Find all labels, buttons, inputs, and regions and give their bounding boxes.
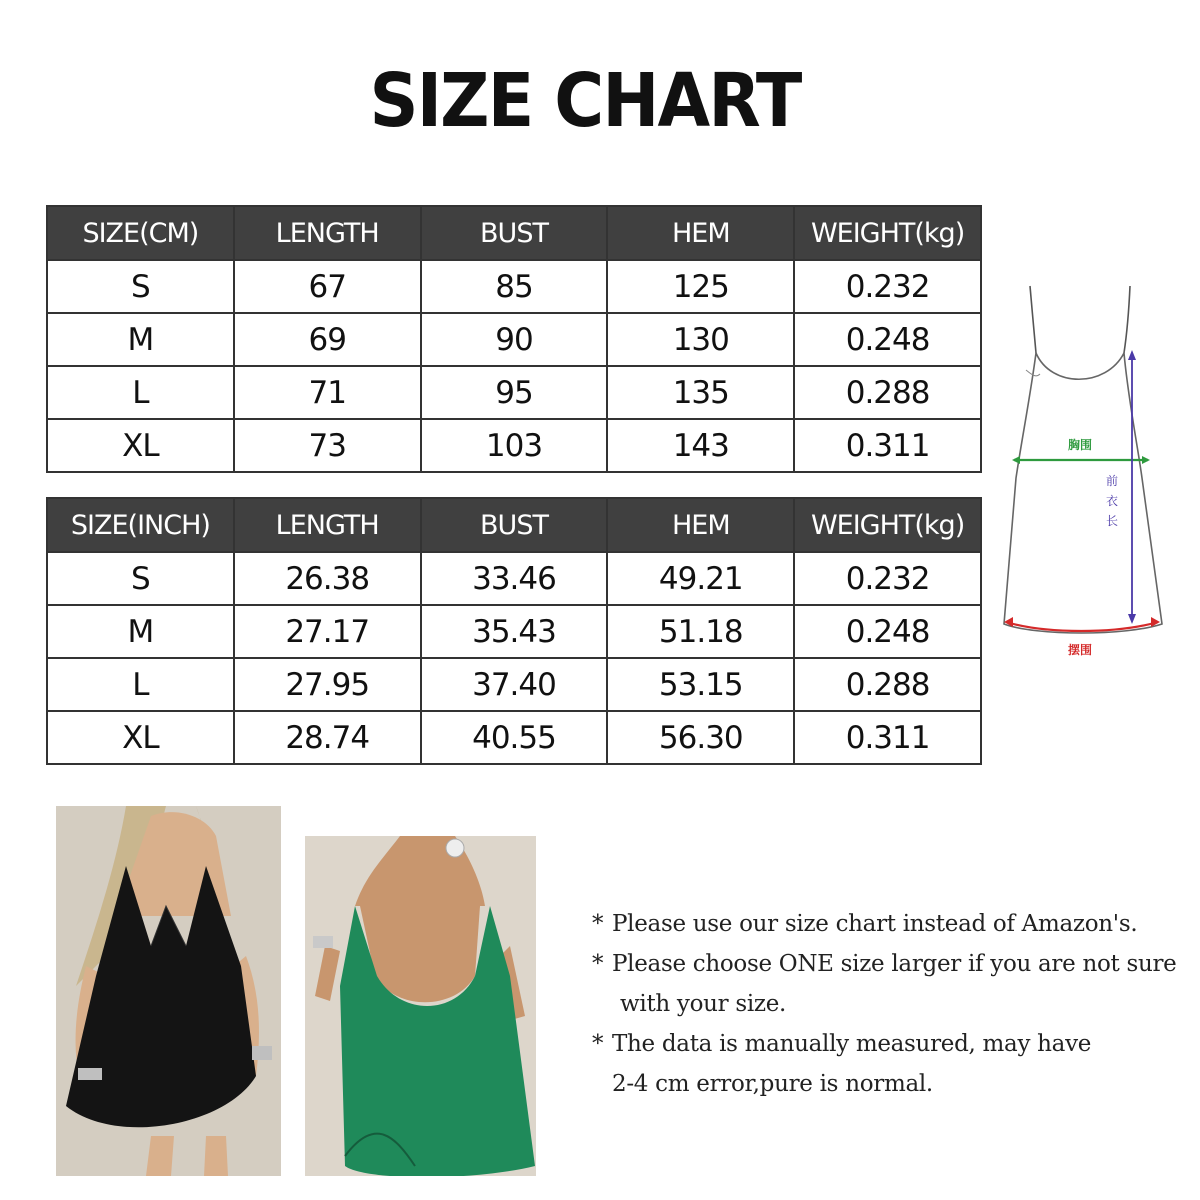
table-header-row bbox=[47, 206, 981, 260]
bust-arrowhead-right bbox=[1142, 456, 1150, 464]
length-label-1: 前 bbox=[1105, 474, 1119, 488]
table-row bbox=[47, 552, 981, 605]
size-table-inch bbox=[46, 497, 982, 765]
table-row bbox=[47, 711, 981, 764]
measurement-cell: 49.21 bbox=[607, 552, 794, 605]
measurement-cell: 37.40 bbox=[421, 658, 608, 711]
measurement-cell: 51.18 bbox=[607, 605, 794, 658]
measurement-cell: 73 bbox=[234, 419, 421, 472]
column-header: SIZE(INCH) bbox=[47, 498, 234, 552]
measurement-cell: 0.288 bbox=[794, 366, 981, 419]
bust-label: 胸围 bbox=[1067, 438, 1093, 452]
table-row bbox=[47, 419, 981, 472]
length-label-3: 长 bbox=[1105, 514, 1119, 528]
column-header: LENGTH bbox=[234, 498, 421, 552]
page-title: SIZE CHART bbox=[369, 58, 801, 144]
note-item-continuation: with your size. bbox=[620, 991, 787, 1017]
measurement-cell: 90 bbox=[421, 313, 608, 366]
note-item: * Please choose ONE size larger if you are not sure bbox=[592, 951, 1177, 977]
measurement-cell: 0.232 bbox=[794, 552, 981, 605]
table-row bbox=[47, 313, 981, 366]
measurement-cell: 71 bbox=[234, 366, 421, 419]
measurement-cell: 56.30 bbox=[607, 711, 794, 764]
measurement-cell: 53.15 bbox=[607, 658, 794, 711]
column-header: BUST bbox=[421, 206, 608, 260]
measurement-cell: 103 bbox=[421, 419, 608, 472]
size-label-cell: S bbox=[47, 260, 234, 313]
measurement-cell: 143 bbox=[607, 419, 794, 472]
size-label-cell: M bbox=[47, 313, 234, 366]
size-notes bbox=[592, 904, 1182, 1104]
size-label-cell: L bbox=[47, 366, 234, 419]
column-header: BUST bbox=[421, 498, 608, 552]
measurement-cell: 0.311 bbox=[794, 419, 981, 472]
size-table-cm bbox=[46, 205, 982, 473]
green-dress-photo bbox=[305, 836, 536, 1176]
measurement-cell: 0.288 bbox=[794, 658, 981, 711]
measurement-cell: 0.232 bbox=[794, 260, 981, 313]
table-header-row bbox=[47, 498, 981, 552]
column-header: LENGTH bbox=[234, 206, 421, 260]
table-row bbox=[47, 605, 981, 658]
length-arrowhead-top bbox=[1128, 350, 1136, 360]
measurement-cell: 26.38 bbox=[234, 552, 421, 605]
measurement-cell: 28.74 bbox=[234, 711, 421, 764]
measurement-cell: 67 bbox=[234, 260, 421, 313]
measurement-cell: 69 bbox=[234, 313, 421, 366]
size-label-cell: S bbox=[47, 552, 234, 605]
dress-outline-illustration bbox=[996, 278, 1166, 668]
note-item: * Please use our size chart instead of Amazon's. bbox=[592, 911, 1138, 937]
measurement-cell: 95 bbox=[421, 366, 608, 419]
column-header: WEIGHT(kg) bbox=[794, 498, 981, 552]
measurement-cell: 27.95 bbox=[234, 658, 421, 711]
size-label-cell: M bbox=[47, 605, 234, 658]
measurement-cell: 40.55 bbox=[421, 711, 608, 764]
measurement-cell: 27.17 bbox=[234, 605, 421, 658]
column-header: SIZE(CM) bbox=[47, 206, 234, 260]
column-header: HEM bbox=[607, 498, 794, 552]
black-dress-photo bbox=[56, 806, 281, 1176]
table-row bbox=[47, 366, 981, 419]
measurement-cell: 125 bbox=[607, 260, 794, 313]
note-item: * The data is manually measured, may have bbox=[592, 1031, 1092, 1057]
table-row bbox=[47, 658, 981, 711]
length-label-2: 衣 bbox=[1105, 494, 1119, 508]
measurement-cell: 33.46 bbox=[421, 552, 608, 605]
column-header: HEM bbox=[607, 206, 794, 260]
measurement-cell: 135 bbox=[607, 366, 794, 419]
measurement-cell: 0.248 bbox=[794, 313, 981, 366]
measurement-cell: 85 bbox=[421, 260, 608, 313]
note-item-continuation: 2-4 cm error,pure is normal. bbox=[612, 1071, 933, 1097]
measurement-cell: 0.248 bbox=[794, 605, 981, 658]
measurement-cell: 35.43 bbox=[421, 605, 608, 658]
hem-label: 摆围 bbox=[1067, 643, 1093, 657]
measurement-cell: 130 bbox=[607, 313, 794, 366]
size-label-cell: XL bbox=[47, 711, 234, 764]
measurement-diagram bbox=[996, 278, 1166, 668]
measurement-cell: 0.311 bbox=[794, 711, 981, 764]
bust-arrowhead-left bbox=[1012, 456, 1020, 464]
column-header: WEIGHT(kg) bbox=[794, 206, 981, 260]
size-label-cell: XL bbox=[47, 419, 234, 472]
table-row bbox=[47, 260, 981, 313]
size-label-cell: L bbox=[47, 658, 234, 711]
